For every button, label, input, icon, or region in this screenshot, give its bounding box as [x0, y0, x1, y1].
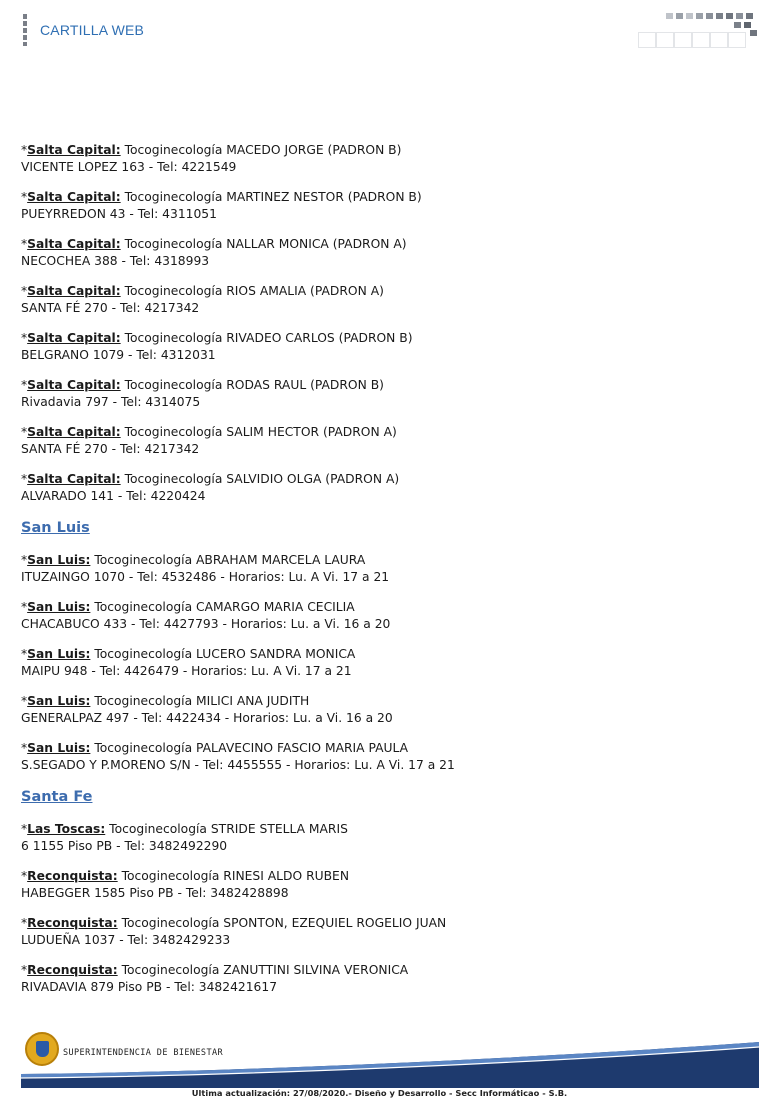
- entry-specialty: Tocoginecología PALAVECINO FASCIO MARIA PAULA: [94, 741, 409, 755]
- header-grid-square: [744, 22, 751, 28]
- page-header: [0, 0, 759, 60]
- provider-entry: [21, 236, 741, 270]
- entry-location: Salta Capital:: [27, 237, 121, 251]
- entry-specialty: Tocoginecología MACEDO JORGE (PADRON B): [124, 143, 402, 157]
- entry-address: MAIPU 948 - Tel: 4426479 - Horarios: Lu. A Vi. 17 a 21: [21, 664, 352, 678]
- entry-bullet: *: [21, 143, 28, 157]
- province-heading: Santa Fe: [21, 789, 93, 805]
- provider-entry: [21, 821, 741, 855]
- header-grid-square: [750, 30, 757, 36]
- entry-location: San Luis:: [27, 553, 91, 567]
- header-grid-square: [674, 32, 692, 48]
- entry-specialty: Tocoginecología RODAS RAUL (PADRON B): [124, 378, 384, 392]
- entry-bullet: *: [21, 916, 28, 930]
- provider-entry: [21, 283, 741, 317]
- provider-entry: [21, 330, 741, 364]
- entry-specialty: Tocoginecología ZANUTTINI SILVINA VERONICA: [121, 963, 409, 977]
- entry-address: SANTA FÉ 270 - Tel: 4217342: [21, 301, 200, 315]
- entry-specialty: Tocoginecología RIOS AMALIA (PADRON A): [124, 284, 384, 298]
- header-grid-square: [746, 13, 753, 19]
- provider-entry: [21, 646, 741, 680]
- entry-location: Salta Capital:: [27, 331, 121, 345]
- entry-location: Salta Capital:: [27, 425, 121, 439]
- entry-location: Salta Capital:: [27, 472, 121, 486]
- entry-address: ITUZAINGO 1070 - Tel: 4532486 - Horarios: Lu. A Vi. 17 a 21: [21, 570, 390, 584]
- header-title: CARTILLA WEB: [40, 22, 145, 38]
- entry-specialty: Tocoginecología SALIM HECTOR (PADRON A): [124, 425, 397, 439]
- entry-bullet: *: [21, 822, 28, 836]
- provider-entry: [21, 552, 741, 586]
- entry-bullet: *: [21, 237, 28, 251]
- header-grid-square: [706, 13, 713, 19]
- entry-bullet: *: [21, 694, 28, 708]
- entry-address: BELGRANO 1079 - Tel: 4312031: [21, 348, 216, 362]
- entry-location: San Luis:: [27, 600, 91, 614]
- provider-entry: [21, 868, 741, 902]
- entry-address: PUEYRREDON 43 - Tel: 4311051: [21, 207, 217, 221]
- header-grid-square: [676, 13, 683, 19]
- entry-location: Salta Capital:: [27, 190, 121, 204]
- header-grid-square: [686, 13, 693, 19]
- header-grid-square: [736, 13, 743, 19]
- provider-entry: [21, 471, 741, 505]
- header-grid-square: [728, 32, 746, 48]
- entry-specialty: Tocoginecología MILICI ANA JUDITH: [94, 694, 310, 708]
- entry-location: San Luis:: [27, 647, 91, 661]
- entry-specialty: Tocoginecología ABRAHAM MARCELA LAURA: [94, 553, 366, 567]
- entry-address: NECOCHEA 388 - Tel: 4318993: [21, 254, 210, 268]
- entry-address: S.SEGADO Y P.MORENO S/N - Tel: 4455555 - Horarios: Lu. A Vi. 17 a 21: [21, 758, 455, 772]
- provider-entry: [21, 599, 741, 633]
- entry-specialty: Tocoginecología STRIDE STELLA MARIS: [109, 822, 348, 836]
- header-grid-square: [638, 32, 656, 48]
- entry-bullet: *: [21, 553, 28, 567]
- entry-address: SANTA FÉ 270 - Tel: 4217342: [21, 442, 200, 456]
- seal-logo-icon: [25, 1032, 59, 1066]
- entry-location: Las Toscas:: [27, 822, 106, 836]
- provider-entry: [21, 189, 741, 223]
- entry-bullet: *: [21, 741, 28, 755]
- header-grid-square: [696, 13, 703, 19]
- entry-specialty: Tocoginecología SPONTON, EZEQUIEL ROGELIO JUAN: [121, 916, 447, 930]
- entry-specialty: Tocoginecología SALVIDIO OLGA (PADRON A): [124, 472, 400, 486]
- entry-specialty: Tocoginecología RIVADEO CARLOS (PADRON B): [124, 331, 413, 345]
- entry-address: CHACABUCO 433 - Tel: 4427793 - Horarios: Lu. a Vi. 16 a 20: [21, 617, 391, 631]
- entry-location: Reconquista:: [27, 869, 118, 883]
- header-decoration-grid: [636, 10, 759, 48]
- entry-bullet: *: [21, 190, 28, 204]
- entry-bullet: *: [21, 869, 28, 883]
- header-grid-square: [656, 32, 674, 48]
- header-grid-square: [734, 22, 741, 28]
- entry-address: RIVADAVIA 879 Piso PB - Tel: 3482421617: [21, 980, 278, 994]
- provider-entry: [21, 377, 741, 411]
- header-grid-square: [716, 13, 723, 19]
- provider-entry: [21, 693, 741, 727]
- entry-location: Salta Capital:: [27, 143, 121, 157]
- entry-specialty: Tocoginecología LUCERO SANDRA MONICA: [94, 647, 356, 661]
- entry-location: San Luis:: [27, 694, 91, 708]
- entry-specialty: Tocoginecología CAMARGO MARIA CECILIA: [94, 600, 355, 614]
- header-grid-square: [710, 32, 728, 48]
- entry-address: GENERALPAZ 497 - Tel: 4422434 - Horarios: Lu. a Vi. 16 a 20: [21, 711, 393, 725]
- page-footer: [21, 1028, 759, 1088]
- provider-entry: [21, 142, 741, 176]
- entry-bullet: *: [21, 425, 28, 439]
- entry-specialty: Tocoginecología MARTINEZ NESTOR (PADRON B): [124, 190, 422, 204]
- entry-bullet: *: [21, 472, 28, 486]
- entry-address: LUDUEÑA 1037 - Tel: 3482429233: [21, 933, 231, 947]
- directory-content: [21, 142, 741, 1009]
- entry-bullet: *: [21, 963, 28, 977]
- organization-name: SUPERINTENDENCIA DE BIENESTAR: [63, 1048, 224, 1058]
- entry-location: Salta Capital:: [27, 378, 121, 392]
- entry-location: San Luis:: [27, 741, 91, 755]
- entry-specialty: Tocoginecología NALLAR MONICA (PADRON A): [124, 237, 407, 251]
- last-updated-text: Ultima actualización: 27/08/2020.- Diseño y Desarrollo - Secc Informáticao - S.B.: [191, 1088, 568, 1098]
- entry-bullet: *: [21, 378, 28, 392]
- entry-address: ALVARADO 141 - Tel: 4220424: [21, 489, 206, 503]
- entry-location: Reconquista:: [27, 963, 118, 977]
- entry-bullet: *: [21, 331, 28, 345]
- entry-bullet: *: [21, 600, 28, 614]
- provider-entry: [21, 424, 741, 458]
- header-grid-square: [726, 13, 733, 19]
- entry-bullet: *: [21, 284, 28, 298]
- entry-address: Rivadavia 797 - Tel: 4314075: [21, 395, 201, 409]
- header-grid-square: [666, 13, 673, 19]
- entry-location: Salta Capital:: [27, 284, 121, 298]
- provider-entry: [21, 962, 741, 996]
- entry-address: 6 1155 Piso PB - Tel: 3482492290: [21, 839, 228, 853]
- entry-specialty: Tocoginecología RINESI ALDO RUBEN: [121, 869, 350, 883]
- header-grid-square: [692, 32, 710, 48]
- entry-address: VICENTE LOPEZ 163 - Tel: 4221549: [21, 160, 237, 174]
- entry-location: Reconquista:: [27, 916, 118, 930]
- provider-entry: [21, 915, 741, 949]
- provider-entry: [21, 740, 741, 774]
- entry-bullet: *: [21, 647, 28, 661]
- header-accent-bar: [23, 14, 27, 46]
- province-heading: San Luis: [21, 520, 90, 536]
- entry-address: HABEGGER 1585 Piso PB - Tel: 3482428898: [21, 886, 289, 900]
